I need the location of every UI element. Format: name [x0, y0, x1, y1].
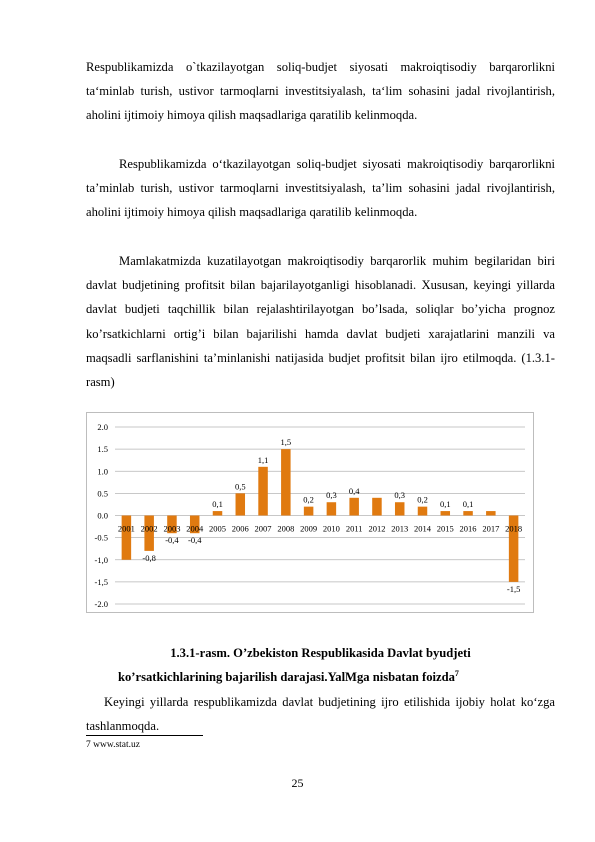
- y-tick-label: 2.0: [97, 422, 108, 432]
- bar: [486, 511, 496, 515]
- x-tick-label: 2017: [482, 523, 500, 534]
- paragraph-2: Respublikamizda o‘tkazilayotgan soliq-budjet siyosati makroiqtisodiy barqarorlikni ta’minlab turish, ustivor tarmoqlarni investitsiyalash, ta’lim sohasini jadal rivojlantirish, aholini ijtimoiy himoya qilish maqsadlariga qaratilib kelinmoqda.: [86, 157, 555, 220]
- bar: [372, 498, 382, 516]
- paragraph-1: Respublikamizda o`tkazilayotgan soliq-budjet siyosati makroiqtisodiy barqarorlikni ta‘minlab turish, ustivor tarmoqlarni investitsiyalash, ta‘lim sohasini jadal rivojlantirish, aholini ijtimoiy himoya qilish maqsadlariga qaratilib kelinmoqda.: [86, 60, 555, 123]
- x-tick-label: 2018: [505, 523, 523, 534]
- y-tick-label: 1.5: [97, 444, 108, 455]
- y-tick-label: 1.0: [97, 466, 108, 477]
- x-tick-label: 2016: [459, 523, 477, 534]
- bar: [327, 502, 337, 515]
- y-tick-label: -0.5: [94, 532, 108, 543]
- footnote: 7 www.stat.uz: [86, 740, 140, 750]
- budget-chart: [86, 412, 534, 613]
- bar: [213, 511, 223, 515]
- x-tick-label: 2002: [140, 523, 158, 534]
- y-tick-label: 0.5: [97, 488, 108, 499]
- x-tick-label: 2015: [436, 523, 454, 534]
- x-tick-label: 2007: [254, 523, 272, 534]
- x-tick-label: 2014: [414, 523, 431, 534]
- data-label: 0,1: [462, 499, 474, 510]
- data-label: -0,4: [165, 535, 179, 546]
- figure-caption-line-1: 1.3.1-rasm. O’zbekiston Respublikasida Davlat byudjeti: [170, 646, 471, 660]
- x-tick-label: 2004: [186, 523, 204, 534]
- data-label: -0,8: [142, 552, 156, 563]
- y-tick-label: 0.0: [97, 510, 108, 521]
- data-label: 0,1: [212, 499, 223, 510]
- page-number: 25: [291, 776, 304, 790]
- x-tick-label: 2009: [300, 523, 318, 534]
- y-tick-label: -1,0: [94, 554, 108, 565]
- data-label: 0,3: [326, 490, 337, 501]
- data-label: 0,5: [234, 481, 246, 492]
- bar: [349, 498, 359, 516]
- data-label: 1,1: [257, 454, 269, 465]
- data-label: 0,3: [394, 490, 406, 501]
- data-label: 1,5: [280, 437, 292, 448]
- x-tick-label: 2005: [209, 523, 226, 534]
- y-tick-label: -2.0: [94, 599, 108, 609]
- data-label: -0,4: [187, 535, 202, 546]
- x-tick-label: 2003: [163, 523, 181, 534]
- data-label: -1,5: [506, 583, 521, 594]
- x-tick-label: 2013: [391, 523, 409, 534]
- x-tick-label: 2006: [231, 523, 249, 534]
- x-tick-label: 2001: [117, 523, 135, 534]
- bar: [441, 511, 451, 515]
- figure-caption-text: ko’rsatkichlarining bajarilish darajasi.YalMga nisbatan foizda: [118, 670, 455, 684]
- bar: [463, 511, 473, 515]
- budget-chart-svg: [87, 413, 533, 612]
- data-label: 0,2: [303, 494, 314, 505]
- bar: [304, 507, 314, 516]
- closing-paragraph: Keyingi yillarda respublikamizda davlat budjetining ijro etilishida ijobiy holat ko‘zga tashlanmoqda.: [86, 695, 555, 734]
- bar: [418, 507, 428, 516]
- bar: [236, 493, 246, 515]
- data-label: 0,1: [439, 499, 451, 510]
- footnote-rule: [86, 735, 203, 736]
- x-tick-label: 2010: [322, 523, 340, 534]
- bar: [281, 449, 291, 515]
- figure-caption-line-2: [118, 666, 555, 688]
- x-tick-label: 2011: [345, 523, 363, 534]
- data-label: 0,4: [348, 485, 360, 496]
- x-tick-label: 2012: [368, 523, 386, 534]
- x-tick-label: 2008: [277, 523, 295, 534]
- y-tick-label: -1,5: [94, 576, 108, 587]
- footnote-ref: 7: [454, 668, 459, 678]
- paragraph-3: Mamlakatmizda kuzatilayotgan makroiqtisodiy barqarorlik muhim begilaridan biri davlat budjetining profitsit bilan bajarilayotganligi hisoblanadi. Xususan, keyingi yillarda davlat budjeti taqchillik bilan rejalashtirilayotgan bo’lsada, soliqlar bo’yicha prognoz ko’rsatkichlarni ortig’i bilan bajarilishi hamda davlat budjeti xarajatlarini manzili va maqsadli sarflanishini ta’minlanishi natijasida budjet profitsit bilan ijro etilmoqda. (1.3.1-rasm): [86, 254, 555, 390]
- bar: [395, 502, 405, 515]
- bar: [122, 516, 132, 560]
- data-label: 0,2: [417, 494, 428, 505]
- bar: [258, 467, 268, 516]
